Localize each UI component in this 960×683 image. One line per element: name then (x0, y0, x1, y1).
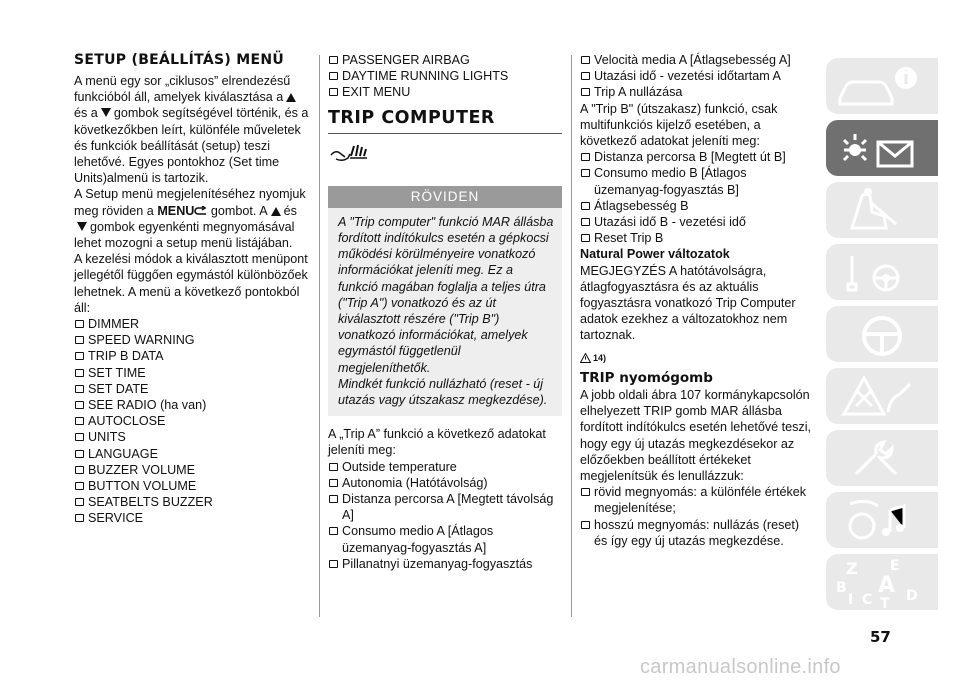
summary-title-bar: RÖVIDEN (328, 186, 562, 208)
list-item: AUTOCLOSE (74, 413, 312, 429)
tab-maintenance[interactable] (826, 430, 938, 486)
list-item: EXIT MENU (328, 84, 562, 100)
list-item: SPEED WARNING (74, 332, 312, 348)
arrow-down-icon (77, 222, 87, 231)
info-car-icon (826, 58, 938, 114)
setup-open-instructions: A Setup menü megjelenítéséhez nyomjuk meg röviden a MENU gombot. A ésgombok egyenkénti megnyomásával lehet mozogni a setup menü listájában. (74, 187, 306, 251)
warning-light-icon (826, 120, 938, 176)
tab-info-car[interactable] (826, 58, 938, 114)
list-item: Pillanatnyi üzemanyag-fogyasztás (328, 556, 562, 572)
warning-number: 14) (593, 352, 607, 363)
index-letter: B (836, 580, 847, 596)
list-item: UNITS (74, 429, 312, 445)
natural-power-note: MEGJEGYZÉS A hatótávolságra, átlagfogyasztásra és az aktuális fogyasztásra vonatkozó Trip Computer adatok ezekhez a változatokhoz nem tartoznak. (580, 263, 796, 343)
arrow-up-icon (271, 207, 281, 216)
warning-reference (580, 350, 606, 366)
return-arrow-icon (194, 206, 207, 216)
list-item: SEE RADIO (ha van) (74, 397, 312, 413)
trip-b-intro: A "Trip B" (útszakasz) funkció, csak multifunkciós kijelző esetében, a következő adatokat jeleníti meg: (580, 101, 778, 149)
setup-menu-heading: SETUP (BEÁLLÍTÁS) MENÜ (74, 52, 285, 68)
setup-menu-list-continued (328, 52, 562, 101)
warning-triangle-icon (580, 353, 591, 363)
list-item: BUZZER VOLUME (74, 462, 312, 478)
trip-button-heading: TRIP nyomógomb (580, 369, 713, 386)
list-item: Átlagsebesség B (580, 198, 814, 214)
arrow-up-icon (286, 93, 296, 102)
multimedia-icon (826, 492, 938, 548)
tab-emergency[interactable] (826, 368, 938, 424)
list-item: SEATBELTS BUZZER (74, 494, 312, 510)
index-letter: C (862, 592, 873, 608)
column-1 (74, 52, 312, 527)
list-item: Trip A nullázása (580, 84, 814, 100)
tools-icon (826, 430, 938, 486)
trip-a-list-continued (580, 52, 814, 101)
setup-modes-text: A kezelési módok a kiválasztott menüpont jellegétől függően egymástól különbözőek lehetnek. A menü a következő pontokból áll: (74, 252, 308, 315)
trip-button-text: A jobb oldali ábra 107 kormánykapcsolón elhelyezett TRIP gomb MAR állásba fordított indítókulcs esetén lehetővé teszi, hogy egy új utazás megkezdésekor az előzőekben beállított értékeket megjelenítsük és lenullázzuk: (580, 387, 812, 483)
list-item: DIMMER (74, 316, 312, 332)
list-item: Consumo medio B [Átlagos üzemanyag-fogyasztás B] (580, 165, 814, 197)
index-letter: I (848, 592, 854, 608)
column-2 (328, 52, 562, 572)
summary-reset-text: Mindkét funkció nullázható (reset - új utazás vagy útszakasz megkezdése). (338, 376, 548, 408)
summary-box (328, 208, 562, 416)
list-item: PASSENGER AIRBAG (328, 52, 562, 68)
column-3 (580, 52, 814, 549)
list-item: rövid megnyomás: a különféle értékek megjelenítése; (580, 484, 814, 516)
trip-computer-heading: TRIP COMPUTER (328, 107, 562, 134)
index-letter: D (906, 588, 918, 604)
list-item: SET TIME (74, 365, 312, 381)
menu-button-label: MENU (157, 203, 195, 218)
list-item: hosszú megnyomás: nullázás (reset) és így egy új utazás megkezdése. (580, 517, 814, 549)
watermark: carmanualsonline.info (640, 656, 841, 678)
arrow-down-icon (101, 108, 111, 117)
summary-text: A "Trip computer" funkció MAR állásba fordított indítókulcs esetén a gépkocsi működési körülményeire vonatkozó információkat jeleníti meg. Ez a funkció magában foglalja a teljes útra ("Trip A") vonatkozó és az út kiválasztott részére ("Trip B") vonatkozó információkat, amelyek egymástól függetlenül megjeleníthetők. (338, 214, 554, 375)
list-item: SET DATE (74, 381, 312, 397)
list-item: Utazási idő B - vezetési idő (580, 214, 814, 230)
tab-multimedia[interactable] (826, 492, 938, 548)
emergency-triangle-icon (826, 368, 938, 424)
setup-intro: A menü egy sor „ciklusos” elrendezésű funkcióból áll, amelyek kiválasztása aés a gombok segítségével történik, és a következőkben leírt, különféle műveletek és funkciók beállítását (setup) teszi lehetővé. Egyes pontokhoz (Set time Units)almenü is tartozik. (74, 74, 309, 186)
tab-index[interactable] (826, 554, 938, 610)
setup-menu-list (74, 316, 312, 527)
column-divider (319, 55, 320, 617)
list-item: LANGUAGE (74, 446, 312, 462)
tab-safety[interactable] (826, 182, 938, 238)
tab-steering[interactable] (826, 306, 938, 362)
column-divider (571, 55, 572, 617)
trip-a-intro: A „Trip A” funkció a következő adatokat jeleníti meg: (328, 427, 546, 458)
index-letter: A (878, 573, 896, 598)
index-letter: Z (846, 559, 858, 578)
trip-button-list (580, 484, 814, 549)
tab-starting-driving[interactable] (826, 244, 938, 300)
list-item: Autonomia (Hatótávolság) (328, 475, 562, 491)
list-item: Consumo medio A [Átlagos üzemanyag-fogyasztás A] (328, 523, 562, 555)
list-item: DAYTIME RUNNING LIGHTS (328, 68, 562, 84)
list-item: Reset Trip B (580, 230, 814, 246)
list-item: Velocità media A [Átlagsebesség A] (580, 52, 814, 68)
list-item: Distanza percorsa B [Megtett út B] (580, 149, 814, 165)
hand-pointer-icon (328, 142, 368, 164)
list-item: TRIP B DATA (74, 348, 312, 364)
natural-power-heading: Natural Power változatok (580, 247, 730, 262)
list-item: Distanza percorsa A [Megtett távolság A] (328, 491, 562, 523)
index-letter: E (890, 558, 900, 574)
page-number: 57 (870, 628, 891, 646)
list-item: SERVICE (74, 510, 312, 526)
key-wrench-icon (826, 244, 938, 300)
index-letter: T (880, 596, 890, 610)
steering-wheel-icon (826, 306, 938, 362)
trip-a-list (328, 459, 562, 572)
tab-warning-lights[interactable] (826, 120, 938, 176)
list-item: Utazási idő - vezetési időtartam A (580, 68, 814, 84)
airbag-seat-icon (826, 182, 938, 238)
list-item: Outside temperature (328, 459, 562, 475)
list-item: BUTTON VOLUME (74, 478, 312, 494)
trip-b-list (580, 149, 814, 246)
index-letters-icon (826, 554, 938, 610)
